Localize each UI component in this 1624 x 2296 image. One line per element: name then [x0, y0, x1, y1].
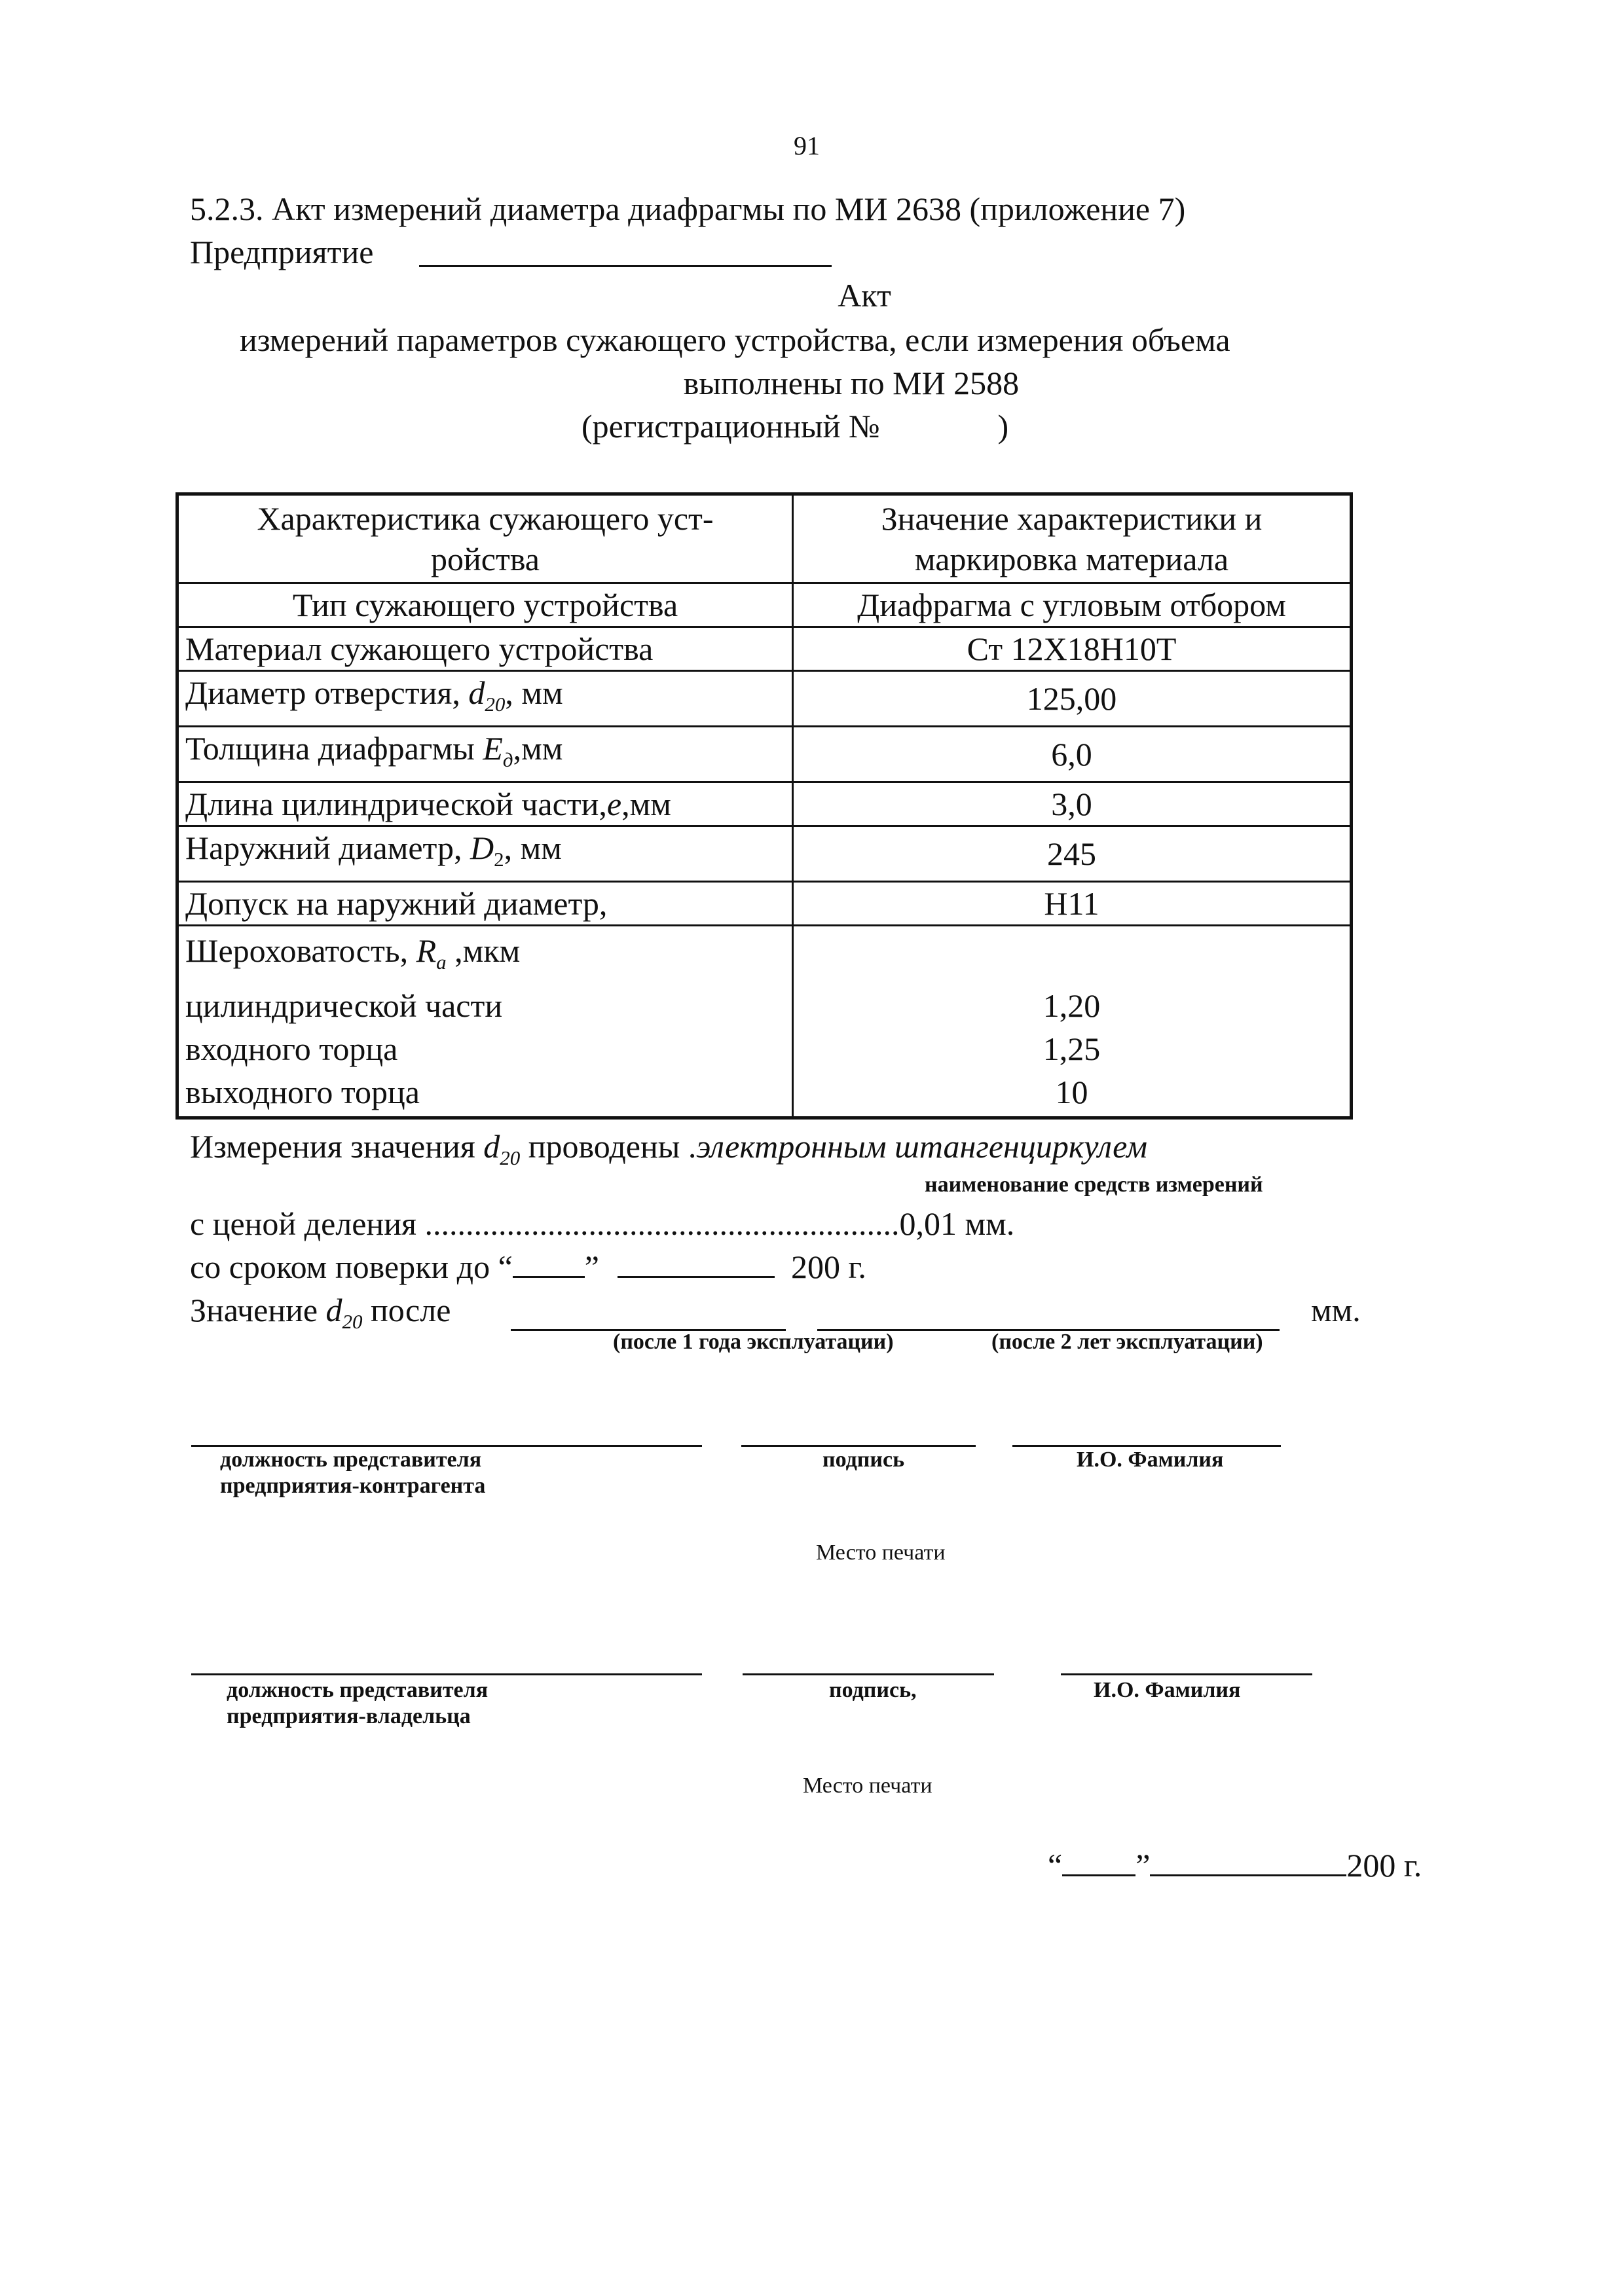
roughness-item-value: 10	[1055, 1074, 1088, 1110]
sig2-signature-line	[743, 1673, 994, 1675]
table-header-characteristic: Характеристика сужающего уст- ройства	[177, 494, 793, 583]
sig2-position-label: должность представителя предприятия-владельца	[227, 1678, 489, 1728]
row-value: 6,0	[793, 727, 1352, 782]
measurement-line: Измерения значения $d_{20}$ проводены .электронным штангенциркулем	[190, 1128, 1147, 1169]
table-row	[177, 671, 1352, 727]
sig2-name-label: И.О. Фамилия	[1094, 1678, 1241, 1702]
document-subtitle-line1: измерений параметров сужающего устройства, если измерения объема	[240, 321, 1230, 358]
sig2-position-line	[191, 1673, 702, 1675]
document-title: Акт	[838, 277, 891, 314]
specification-table	[175, 492, 1353, 1120]
enterprise-blank-line	[419, 265, 832, 267]
row-label: Диаметр отверстия, $d_{20}$, мм	[177, 671, 793, 727]
table-row	[177, 583, 1352, 627]
instrument-caption: наименование средств измерений	[925, 1173, 1263, 1197]
sig2-name-line	[1061, 1673, 1312, 1675]
row-value: Диафрагма с угловым отбором	[793, 583, 1352, 627]
division-line: с ценой деления ..........................................................0,01 мм.	[190, 1205, 1015, 1242]
table-row-roughness	[177, 926, 1352, 1118]
verification-line: со сроком поверки до “ ” 200 г.	[190, 1248, 866, 1285]
roughness-item-value: 1,25	[1043, 1030, 1101, 1067]
sig2-stamp-label: Место печати	[803, 1774, 932, 1798]
registration-line	[581, 407, 1008, 445]
sig1-stamp-label: Место печати	[816, 1540, 946, 1565]
sig2-signature-label: подпись,	[829, 1678, 917, 1702]
table-row	[177, 727, 1352, 782]
after-value-line: Значение $d_{20}$ после	[190, 1292, 451, 1333]
roughness-item-label: выходного торца	[185, 1074, 420, 1110]
table-row	[177, 882, 1352, 926]
row-value: Ст 12Х18Н10Т	[793, 627, 1352, 671]
page-number: 91	[794, 131, 820, 160]
sig1-name-label: И.О. Фамилия	[1077, 1448, 1224, 1472]
sig1-position-label: должность представителя предприятия-контрагента	[220, 1448, 486, 1498]
document-subtitle-line2: выполнены по МИ 2588	[683, 365, 1020, 401]
table-header-value: Значение характеристики и маркировка материала	[793, 494, 1352, 583]
enterprise-label: Предприятие	[190, 234, 374, 270]
row-label: Материал сужающего устройства	[177, 627, 793, 671]
table-header-row	[177, 494, 1352, 583]
table-row	[177, 826, 1352, 882]
instrument-name: электронным штангенциркулем	[696, 1128, 1147, 1165]
row-label: Тип сужающего устройства	[177, 583, 793, 627]
row-value: Н11	[793, 882, 1352, 926]
row-label: Толщина диафрагмы $E_д,мм$	[177, 727, 793, 782]
registration-suffix: )	[997, 408, 1009, 445]
division-value: 0,01 мм.	[899, 1205, 1015, 1242]
roughness-labels: Шероховатость, $R_a$ ,мкм цилиндрической части входного торца выходного торца	[177, 926, 793, 1118]
table-row	[177, 627, 1352, 671]
row-label: Допуск на наружний диаметр,	[177, 882, 793, 926]
roughness-item-label: цилиндрической части	[185, 987, 503, 1024]
after-caption-1: (после 1 года эксплуатации)	[613, 1330, 894, 1354]
registration-prefix: (регистрационный №	[581, 408, 880, 445]
row-value: 3,0	[793, 782, 1352, 826]
row-value: 245	[793, 826, 1352, 882]
row-label: Длина цилиндрической части,e,мм	[177, 782, 793, 826]
table-row	[177, 782, 1352, 826]
roughness-values	[793, 926, 1352, 1118]
row-value: 125,00	[793, 671, 1352, 727]
section-heading: 5.2.3. Акт измерений диаметра диафрагмы по МИ 2638 (приложение 7)	[190, 191, 1186, 227]
after-unit: мм.	[1311, 1292, 1361, 1328]
row-label: Наружний диаметр, $D_2$, мм	[177, 826, 793, 882]
roughness-item-value: 1,20	[1043, 987, 1101, 1024]
roughness-item-label: входного торца	[185, 1030, 398, 1067]
after-caption-2: (после 2 лет эксплуатации)	[991, 1330, 1263, 1354]
date-line: “ ” 200 г.	[1048, 1847, 1422, 1884]
sig1-signature-label: подпись	[822, 1448, 905, 1472]
